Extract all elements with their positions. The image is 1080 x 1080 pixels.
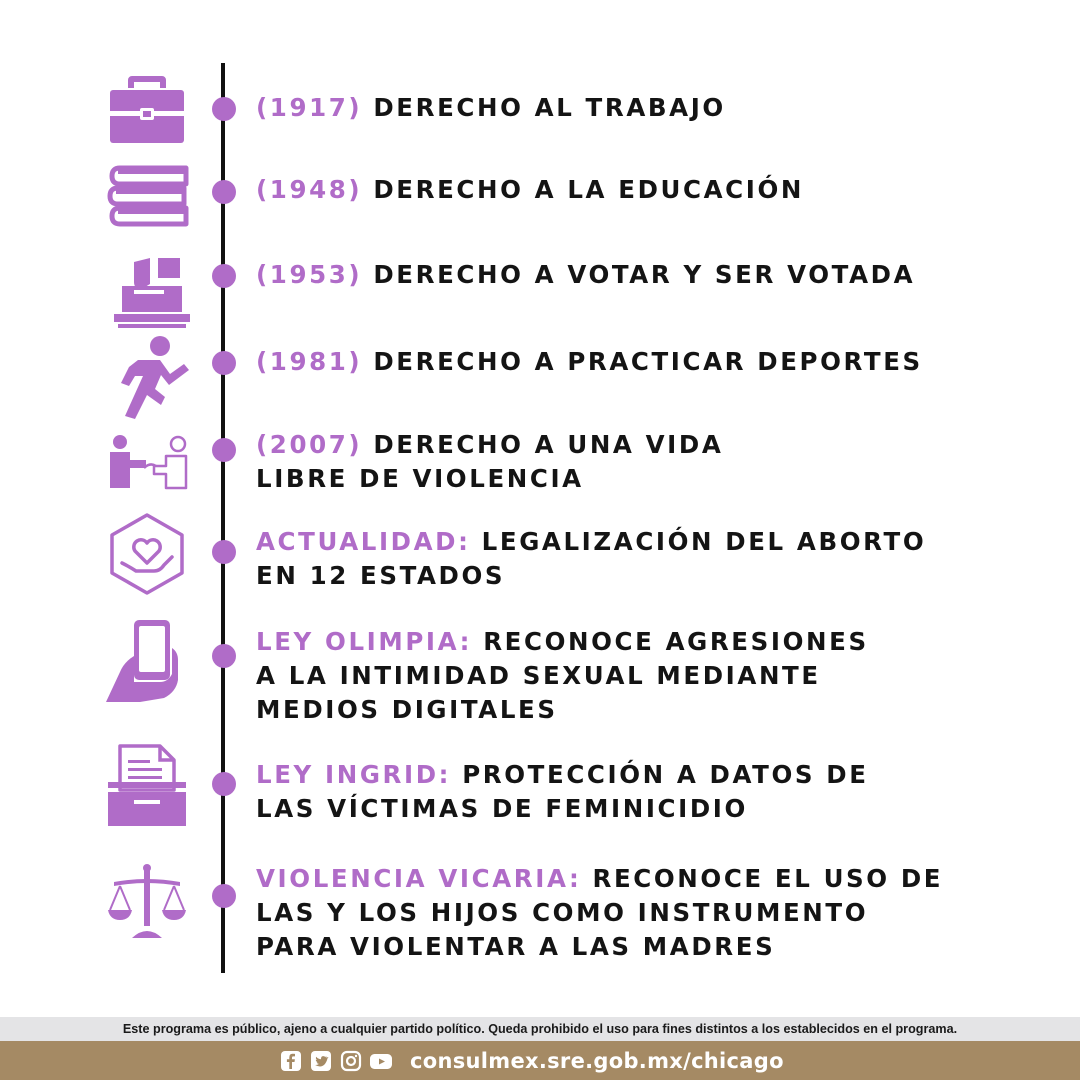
phone-hand-icon [104,618,190,704]
timeline-dot [212,772,236,796]
item-lead: LEY INGRID: [256,760,452,789]
timeline-dot [212,644,236,668]
instagram-icon[interactable] [340,1050,362,1072]
footer-bar [0,1041,1080,1080]
timeline-text [256,758,869,826]
item-line: LEGALIZACIÓN DEL ABORTO [481,527,927,556]
timeline-text [256,525,926,593]
books-icon [104,150,190,236]
timeline-dot [212,884,236,908]
text-line [256,91,726,125]
timeline-dot [212,351,236,375]
timeline-text [256,428,723,496]
text-line: LAS Y LOS HIJOS COMO INSTRUMENTO [256,898,869,927]
item-lead: VIOLENCIA VICARIA: [256,864,582,893]
item-lead: (1981) [256,347,363,376]
item-lead: (1917) [256,93,363,122]
briefcase-icon [104,66,190,152]
item-line: RECONOCE AGRESIONES [483,627,869,656]
scales-icon [104,860,190,946]
timeline-text [256,91,726,125]
helping-people-icon [104,424,190,510]
heart-hand-icon [104,511,190,597]
item-lead: LEY OLIMPIA: [256,627,473,656]
item-lead: (2007) [256,430,363,459]
timeline-dot [212,438,236,462]
item-line: DERECHO A PRACTICAR DEPORTES [373,347,923,376]
ballot-box-icon [104,252,190,338]
item-line: DERECHO A LA EDUCACIÓN [373,175,804,204]
timeline-dot [212,540,236,564]
text-line [256,428,723,462]
timeline-dot [212,264,236,288]
item-lead: (1948) [256,175,363,204]
timeline-text [256,345,923,379]
text-line: LIBRE DE VIOLENCIA [256,464,584,493]
item-lead: (1953) [256,260,363,289]
facebook-icon[interactable] [280,1050,302,1072]
timeline-text [256,173,804,207]
item-line: RECONOCE EL USO DE [592,864,944,893]
item-line: DERECHO AL TRABAJO [373,93,726,122]
timeline-dot [212,180,236,204]
item-lead: ACTUALIDAD: [256,527,471,556]
text-line [256,862,943,896]
text-line [256,625,869,659]
timeline-text [256,258,915,292]
text-line [256,525,926,559]
youtube-icon[interactable] [370,1050,392,1072]
text-line: LAS VÍCTIMAS DE FEMINICIDIO [256,794,748,823]
text-line [256,758,869,792]
folder-document-icon [104,744,190,830]
text-line [256,173,804,207]
timeline-text [256,862,943,964]
text-line [256,345,923,379]
text-line: PARA VIOLENTAR A LAS MADRES [256,932,776,961]
item-line: DERECHO A UNA VIDA [373,430,724,459]
twitter-icon[interactable] [310,1050,332,1072]
item-line: PROTECCIÓN A DATOS DE [462,760,869,789]
text-line: A LA INTIMIDAD SEXUAL MEDIANTE [256,661,821,690]
text-line: EN 12 ESTADOS [256,561,506,590]
text-line: MEDIOS DIGITALES [256,695,558,724]
footer-url-link[interactable]: consulmex.sre.gob.mx/chicago [410,1048,784,1073]
disclaimer-text: Este programa es público, ajeno a cualquier partido político. Queda prohibido el uso para fines distintos a los establecidos en el programa. [0,1017,1080,1041]
footer-content [280,1041,784,1080]
timeline-dot [212,97,236,121]
item-line: DERECHO A VOTAR Y SER VOTADA [373,260,916,289]
timeline-text [256,625,869,727]
text-line [256,258,915,292]
runner-icon [104,334,190,420]
